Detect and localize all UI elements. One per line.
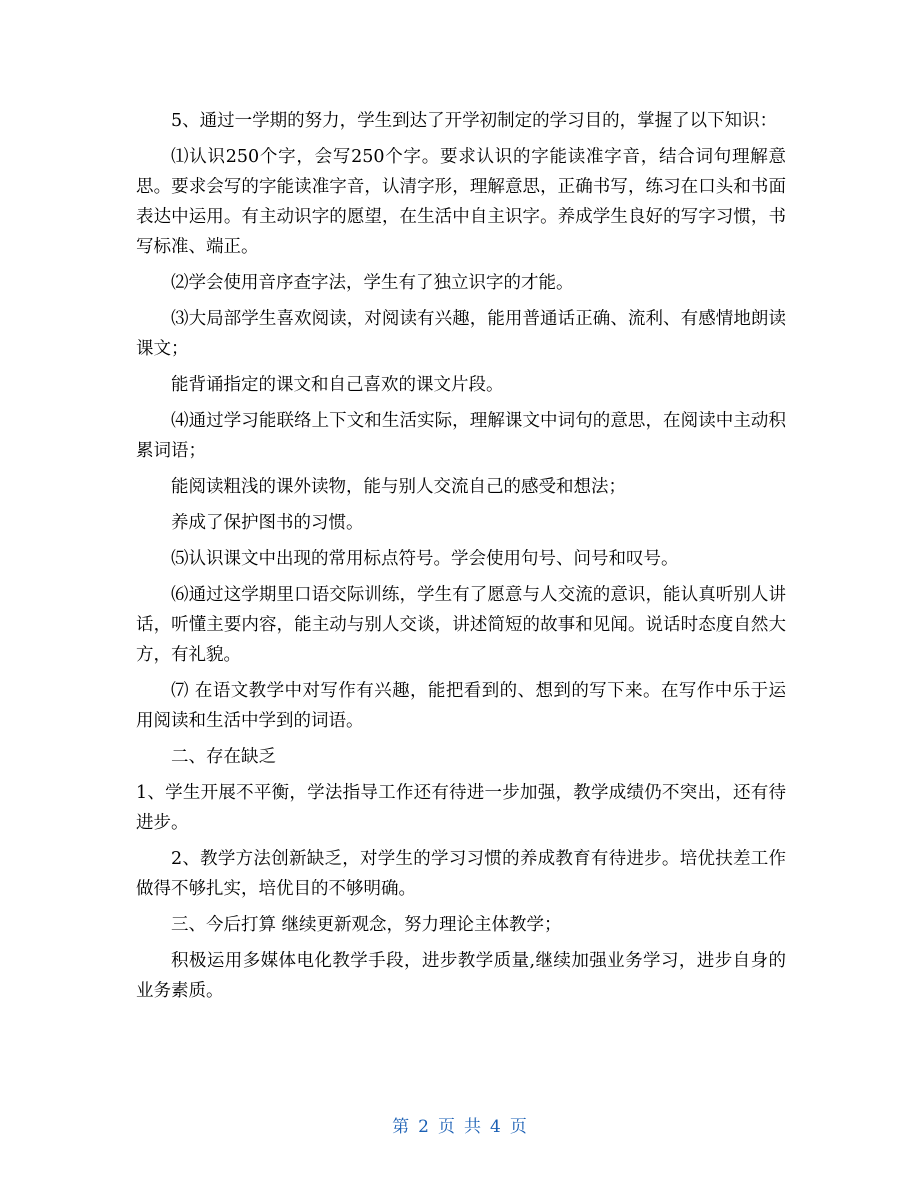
footer-total-pages: 4: [490, 1117, 502, 1137]
paragraph: 能阅读粗浅的课外读物，能与别人交流自己的感受和想法；: [171, 477, 626, 497]
footer-total-label: 共: [464, 1117, 482, 1137]
footer-page-label: 页: [438, 1117, 456, 1137]
paragraph: ⑴认识250个字，会写250个字。要求认识的字能读准字音，结合词句理解意思。要求会写的字能读准字音，认清字形，理解意思，正确书写，练习在口头和书面表达中运用。有主动识字的愿望，在生活中自主识字。养成学生良好的写字习惯，书写标准、端正。: [136, 147, 786, 257]
paragraph: 积极运用多媒体电化教学手段，进步教学质量,继续加强业务学习，进步自身的业务素质。: [136, 951, 786, 1001]
paragraph: 1、学生开展不平衡，学法指导工作还有待进一步加强，教学成绩仍不突出，还有待进步。: [136, 783, 786, 833]
paragraph: ⑹通过这学期里口语交际训练，学生有了愿意与人交流的意识，能认真听别人讲话，听懂主要内容，能主动与别人交谈，讲述简短的故事和见闻。说话时态度自然大方，有礼貌。: [136, 585, 786, 665]
section-heading: 二、存在缺乏: [171, 747, 276, 767]
document-body: [136, 106, 786, 1012]
paragraph: ⑺ 在语文教学中对写作有兴趣，能把看到的、想到的写下来。在写作中乐于运用阅读和生活中学到的词语。: [136, 681, 786, 731]
paragraph: ⑷通过学习能联络上下文和生活实际，理解课文中词句的意思，在阅读中主动积累词语；: [136, 411, 786, 461]
page-footer: [0, 1112, 920, 1137]
paragraph: 养成了保护图书的习惯。: [171, 513, 364, 533]
paragraph: ⑵学会使用音序查字法，学生有了独立识字的才能。: [171, 273, 574, 293]
section-heading: 三、今后打算 继续更新观念，努力理论主体教学；: [171, 915, 562, 935]
footer-prefix: 第: [392, 1117, 411, 1137]
paragraph: 5、通过一学期的努力，学生到达了开学初制定的学习目的，掌握了以下知识：: [171, 111, 778, 131]
paragraph: ⑶大局部学生喜欢阅读，对阅读有兴趣，能用普通话正确、流利、有感情地朗读课文；: [136, 309, 786, 359]
footer-current-page: 2: [418, 1117, 430, 1137]
footer-suffix: 页: [509, 1117, 528, 1137]
paragraph: ⑸认识课文中出现的常用标点符号。学会使用句号、问号和叹号。: [171, 549, 679, 569]
paragraph: 2、教学方法创新缺乏，对学生的学习习惯的养成教育有待进步。培优扶差工作做得不够扎实，培优目的不够明确。: [136, 849, 786, 899]
paragraph: 能背诵指定的课文和自己喜欢的课文片段。: [171, 375, 504, 395]
